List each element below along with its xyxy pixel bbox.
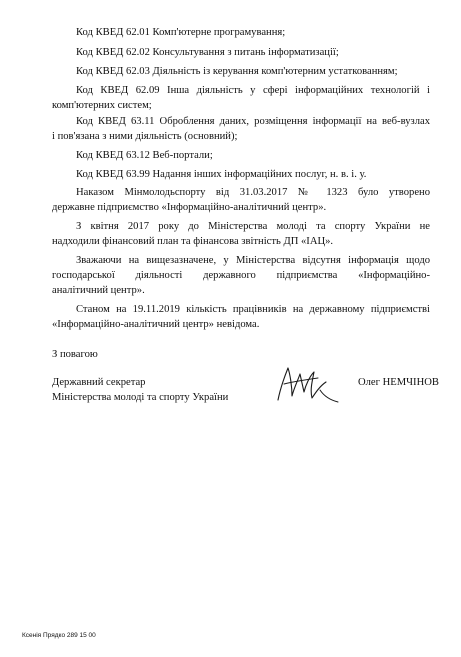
para-absence-line1: Зважаючи на вищезазначене, у Міністерства відсутня інформація щодо xyxy=(76,255,430,266)
signatory-name: Олег НЕМЧІНОВ xyxy=(358,377,439,388)
kved-62-09-line2: комп'ютерних систем; xyxy=(52,100,152,111)
signatory-title-line1: Державний секретар xyxy=(52,377,146,388)
kved-62-01: Код КВЕД 62.01 Комп'ютерне програмування; xyxy=(76,27,286,38)
kved-62-03: Код КВЕД 62.03 Діяльність із керування комп'ютерним устаткованням; xyxy=(76,66,398,77)
kved-63-99: Код КВЕД 63.99 Надання інших інформаційних послуг, н. в. і. у. xyxy=(76,169,367,180)
closing-text: З повагою xyxy=(52,349,98,360)
para-status-line2: «Інформаційно-аналітичний центр» невідома. xyxy=(52,319,260,330)
executor-footer: Ксенія Прядко 289 15 00 xyxy=(22,632,96,639)
para-order-line2: державне підприємство «Інформаційно-аналітичний центр». xyxy=(52,202,327,213)
para-order-line1: Наказом Мінмолодьспорту від 31.03.2017 № 1323 було утворено xyxy=(76,187,430,198)
kved-62-02: Код КВЕД 62.02 Консультування з питань інформатизації; xyxy=(76,47,339,58)
para-april-line1: З квітня 2017 року до Міністерства молоді та спорту України не xyxy=(76,221,430,232)
handwritten-signature xyxy=(270,360,342,406)
para-absence-line2: господарської діяльності державного підприємства «Інформаційно- xyxy=(52,270,430,281)
para-absence-line3: аналітичний центр». xyxy=(52,285,145,296)
kved-63-11-line1: Код КВЕД 63.11 Оброблення даних, розміщення інформації на веб-вузлах xyxy=(76,116,430,127)
signatory-title-line2: Міністерства молоді та спорту України xyxy=(52,392,229,403)
para-april-line2: надходили фінансовий план та фінансова звітність ДП «ІАЦ». xyxy=(52,236,334,247)
kved-63-12: Код КВЕД 63.12 Веб-портали; xyxy=(76,150,213,161)
kved-63-11-line2: і пов'язана з ними діяльність (основний); xyxy=(52,131,238,142)
kved-62-09-line1: Код КВЕД 62.09 Інша діяльність у сфері інформаційних технологій і xyxy=(76,85,430,96)
para-status-line1: Станом на 19.11.2019 кількість працівників на державному підприємстві xyxy=(76,304,430,315)
